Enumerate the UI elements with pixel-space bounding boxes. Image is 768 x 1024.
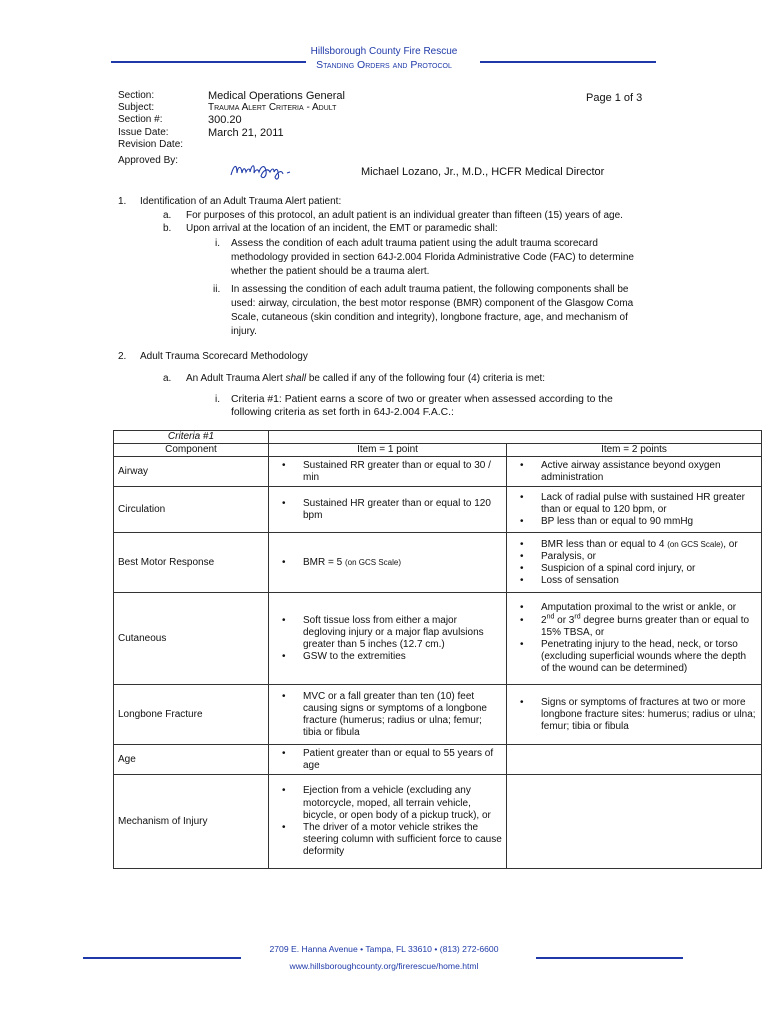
airway-1pt-cell	[269, 457, 507, 487]
item-2a-pre: An Adult Trauma Alert	[186, 373, 286, 384]
table-row	[114, 431, 762, 444]
moi-1pt-cell	[269, 775, 507, 869]
header-blank-cell	[269, 431, 762, 444]
row-label-cutaneous: Cutaneous	[114, 593, 269, 685]
longbone-2pt-cell	[507, 685, 762, 745]
item-1a-text: For purposes of this protocol, an adult patient is an individual greater than fifteen (15) years of age.	[186, 210, 623, 221]
circulation-2pt-cell	[507, 487, 762, 533]
item-1b-text: Upon arrival at the location of an incident, the EMT or paramedic shall:	[186, 223, 498, 234]
trauma-scorecard-table	[113, 430, 762, 869]
header-org: Hillsborough County Fire Rescue	[310, 46, 458, 57]
list-item: • The driver of a motor vehicle strikes the steering column with sufficient force to cause deformity	[273, 822, 502, 859]
list-item: • Loss of sensation	[511, 575, 757, 587]
issue-date-value: March 21, 2011	[208, 126, 284, 139]
row-label-airway: Airway	[114, 457, 269, 487]
list-item: • Penetrating injury to the head, neck, or torso (excluding superficial wounds where the depth of the wound can be determined)	[511, 639, 757, 676]
list-item: • Sustained HR greater than or equal to 120 bpm	[273, 498, 502, 522]
item-2ai-line-2: following criteria as set forth in 64J-2.004 F.A.C.:	[231, 407, 454, 418]
table-row	[114, 593, 762, 685]
table-row	[114, 457, 762, 487]
item-2ai-line-1: Criteria #1: Patient earns a score of two or greater when assessed according to the	[231, 394, 613, 405]
bmr-1pt-cell	[269, 533, 507, 593]
age-2pt-cell	[507, 745, 762, 775]
list-item: • Paralysis, or	[511, 551, 757, 563]
list-item: • MVC or a fall greater than ten (10) feet causing signs or symptoms of a longbone fracture (humerus; radius or ulna; femur; tibia or fibula	[273, 691, 502, 740]
circulation-1pt-cell	[269, 487, 507, 533]
signature-image	[228, 160, 298, 182]
revision-date-label: Revision Date:	[118, 138, 184, 150]
subject-value: Trauma Alert Criteria - Adult	[208, 102, 337, 114]
item-1-number: 1.	[118, 196, 127, 207]
list-item: • Sustained RR greater than or equal to 30 / min	[273, 460, 502, 484]
item-1-text: Identification of an Adult Trauma Alert patient:	[140, 196, 342, 207]
subject-label: Subject:	[118, 102, 155, 114]
moi-2pt-cell	[507, 775, 762, 869]
item-2a-number: a.	[163, 373, 172, 384]
list-item: • BP less than or equal to 90 mmHg	[511, 516, 757, 528]
item-1b-number: b.	[163, 223, 172, 234]
footer-url: www.hillsboroughcounty.org/firerescue/home.html	[289, 961, 479, 971]
page-number: Page 1 of 3	[586, 92, 643, 104]
header-title: Standing Orders and Protocol	[316, 59, 452, 71]
item-1bi-line-3: whether the patient should be a trauma alert.	[231, 266, 430, 277]
item-1a-number: a.	[163, 210, 172, 221]
longbone-1pt-cell	[269, 685, 507, 745]
item-1bii-line-2: used: airway, circulation, the best motor response (BMR) component of the Glasgow Coma	[231, 298, 634, 309]
item-2a-text	[186, 373, 545, 386]
item-2a-emphasis: shall	[285, 373, 307, 384]
list-item: • Signs or symptoms of fractures at two or more longbone fracture sites: humerus; radius or ulna; femur; tibia or fibula	[511, 697, 757, 734]
col-item-1: Item = 1 point	[269, 444, 507, 457]
list-item: • Suspicion of a spinal cord injury, or	[511, 563, 757, 575]
item-1bi-line-2: methodology provided in section 64J-2.004 Florida Administrative Code (FAC) to determine	[231, 252, 634, 263]
footer-address: 2709 E. Hanna Avenue • Tampa, FL 33610 • (813) 272-6600	[269, 944, 499, 954]
list-item: • 2nd or 3rd degree burns greater than or equal to 15% TBSA, or	[511, 615, 757, 639]
age-1pt-cell	[269, 745, 507, 775]
row-label-longbone-fracture: Longbone Fracture	[114, 685, 269, 745]
list-item: • Active airway assistance beyond oxygen administration	[511, 460, 757, 484]
list-item: • GSW to the extremities	[273, 651, 502, 663]
section-label: Section:	[118, 90, 155, 101]
item-2ai-number: i.	[215, 394, 220, 405]
item-1bii-line-4: injury.	[231, 326, 257, 337]
table-row	[114, 444, 762, 457]
airway-2pt-cell	[507, 457, 762, 487]
list-item: • Amputation proximal to the wrist or ankle, or	[511, 602, 757, 614]
bmr-2pt-cell	[507, 533, 762, 593]
approved-by-name: Michael Lozano, Jr., M.D., HCFR Medical Director	[361, 166, 605, 178]
table-row	[114, 745, 762, 775]
table-row	[114, 533, 762, 593]
table-row	[114, 775, 762, 869]
item-1bi-number: i.	[215, 238, 220, 249]
item-1bii-line-1: In assessing the condition of each adult trauma patient, the following components shall be	[231, 284, 629, 295]
issue-date-label: Issue Date:	[118, 126, 169, 138]
approved-by-label: Approved By:	[118, 154, 179, 166]
row-label-circulation: Circulation	[114, 487, 269, 533]
section-value: Medical Operations General	[208, 90, 345, 102]
section-number-label: Section #:	[118, 114, 163, 126]
list-item: • BMR = 5 (on GCS Scale)	[273, 557, 502, 569]
row-label-best-motor-response: Best Motor Response	[114, 533, 269, 593]
col-item-2: Item = 2 points	[507, 444, 762, 457]
table-row	[114, 487, 762, 533]
item-2-text: Adult Trauma Scorecard Methodology	[140, 351, 308, 362]
item-1bi-line-1: Assess the condition of each adult trauma patient using the adult trauma scorecard	[231, 238, 598, 249]
table-row	[114, 685, 762, 745]
row-label-age: Age	[114, 745, 269, 775]
item-2-number: 2.	[118, 351, 127, 362]
item-1bii-line-3: Scale, cutaneous (skin condition and integrity), longbone fracture, age, and mechanism of	[231, 312, 628, 323]
list-item: • Lack of radial pulse with sustained HR greater than or equal to 120 bpm, or	[511, 492, 757, 516]
list-item: • Patient greater than or equal to 55 years of age	[273, 748, 502, 772]
item-1bii-number: ii.	[213, 284, 221, 295]
criteria-heading: Criteria #1	[114, 431, 269, 444]
cutaneous-2pt-cell	[507, 593, 762, 685]
section-number-value: 300.20	[208, 114, 242, 127]
row-label-mechanism-of-injury: Mechanism of Injury	[114, 775, 269, 869]
item-2a-post: be called if any of the following four (4) criteria is met:	[306, 373, 546, 384]
list-item: • BMR less than or equal to 4 (on GCS Scale), or	[511, 539, 757, 551]
list-item: • Ejection from a vehicle (excluding any motorcycle, moped, all terrain vehicle, bicycle, or open body of a pickup truck), or	[273, 785, 502, 822]
list-item: • Soft tissue loss from either a major degloving injury or a major flap avulsions greater than 5 inches (12.7 cm.)	[273, 615, 502, 652]
col-component: Component	[114, 444, 269, 457]
cutaneous-1pt-cell	[269, 593, 507, 685]
